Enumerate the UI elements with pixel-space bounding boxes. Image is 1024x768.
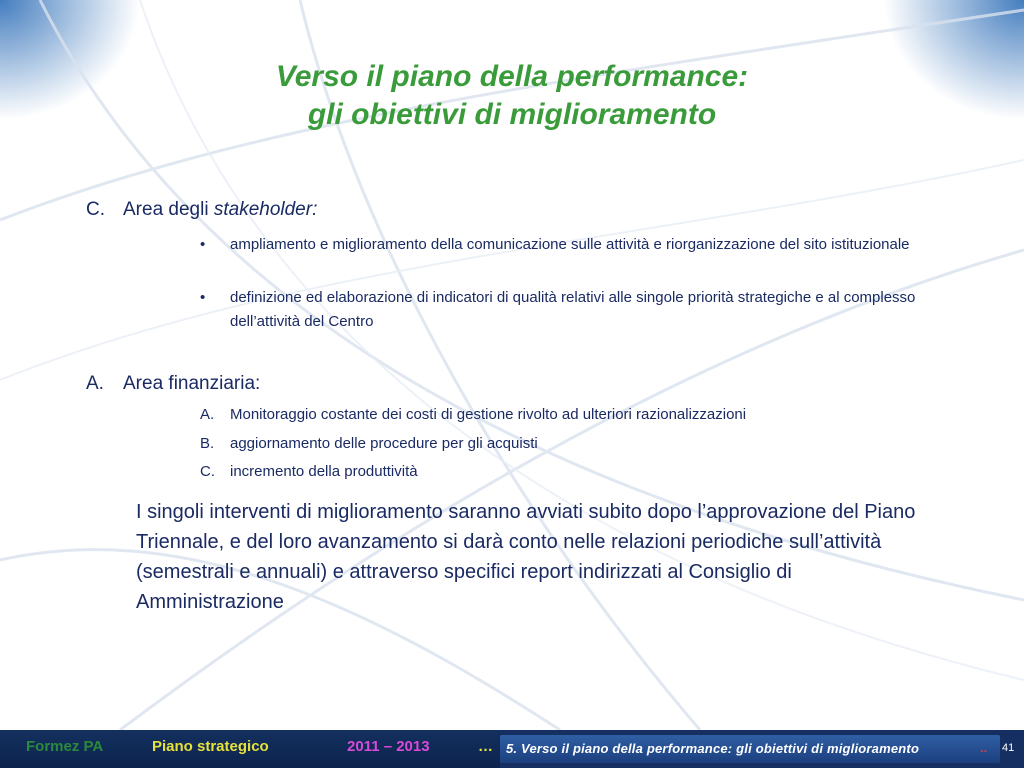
section-label-italic: stakeholder: <box>213 199 318 220</box>
bullet-marker: • <box>200 289 206 306</box>
section-finanziaria-heading <box>86 373 260 395</box>
list-item <box>200 286 940 334</box>
section-label: Area degli <box>123 199 214 220</box>
footer-left-panel <box>0 730 500 768</box>
section-letter: A. <box>86 373 104 394</box>
list-item <box>200 432 940 456</box>
footer-org: Formez PA <box>26 738 104 755</box>
list-item-text: definizione ed elaborazione di indicatori di qualità relativi alle singole priorità strategiche e al complesso dell’attività del Centro <box>230 289 916 330</box>
page-number: 41 <box>1002 742 1015 754</box>
list-marker: B. <box>200 435 215 452</box>
list-item-text: aggiornamento delle procedure per gli acquisti <box>230 435 538 452</box>
footer-years: 2011 – 2013 <box>347 738 430 755</box>
closing-paragraph: I singoli interventi di miglioramento saranno avviati subito dopo l’approvazione del Piano Triennale, e del loro avanzamento si darà conto nelle relazioni periodiche sull’attività (semestrali e annuali) e attraverso specifici report indirizzati al Consiglio di Amministrazione <box>136 501 916 613</box>
list-item <box>200 233 940 257</box>
footer-section-dots: .. <box>980 740 988 755</box>
list-item-text: incremento della produttività <box>230 463 418 480</box>
list-item <box>200 460 940 484</box>
slide-title <box>0 58 1024 134</box>
bullet-marker: • <box>200 236 206 253</box>
slide-title-line2: gli obiettivi di miglioramento <box>307 98 717 131</box>
footer-section-title: 5. Verso il piano della performance: gli obiettivi di miglioramento <box>506 741 920 756</box>
footer-bar <box>0 730 1024 768</box>
list-marker: A. <box>200 406 215 423</box>
section-stakeholder-heading <box>86 199 317 221</box>
footer-dots: … <box>478 738 493 755</box>
footer-program: Piano strategico <box>152 738 269 755</box>
list-item-text: Monitoraggio costante dei costi di gestione rivolto ad ulteriori razionalizzazioni <box>230 406 747 423</box>
slide-title-line1: Verso il piano della performance: <box>275 60 749 93</box>
section-letter: C. <box>86 199 105 220</box>
section-label: Area finanziaria: <box>123 373 261 394</box>
list-item-text: ampliamento e miglioramento della comunicazione sulle attività e riorganizzazione del sito istituzionale <box>230 236 910 253</box>
footer-section-panel <box>500 735 1000 763</box>
list-marker: C. <box>200 463 215 480</box>
list-item <box>200 403 940 427</box>
